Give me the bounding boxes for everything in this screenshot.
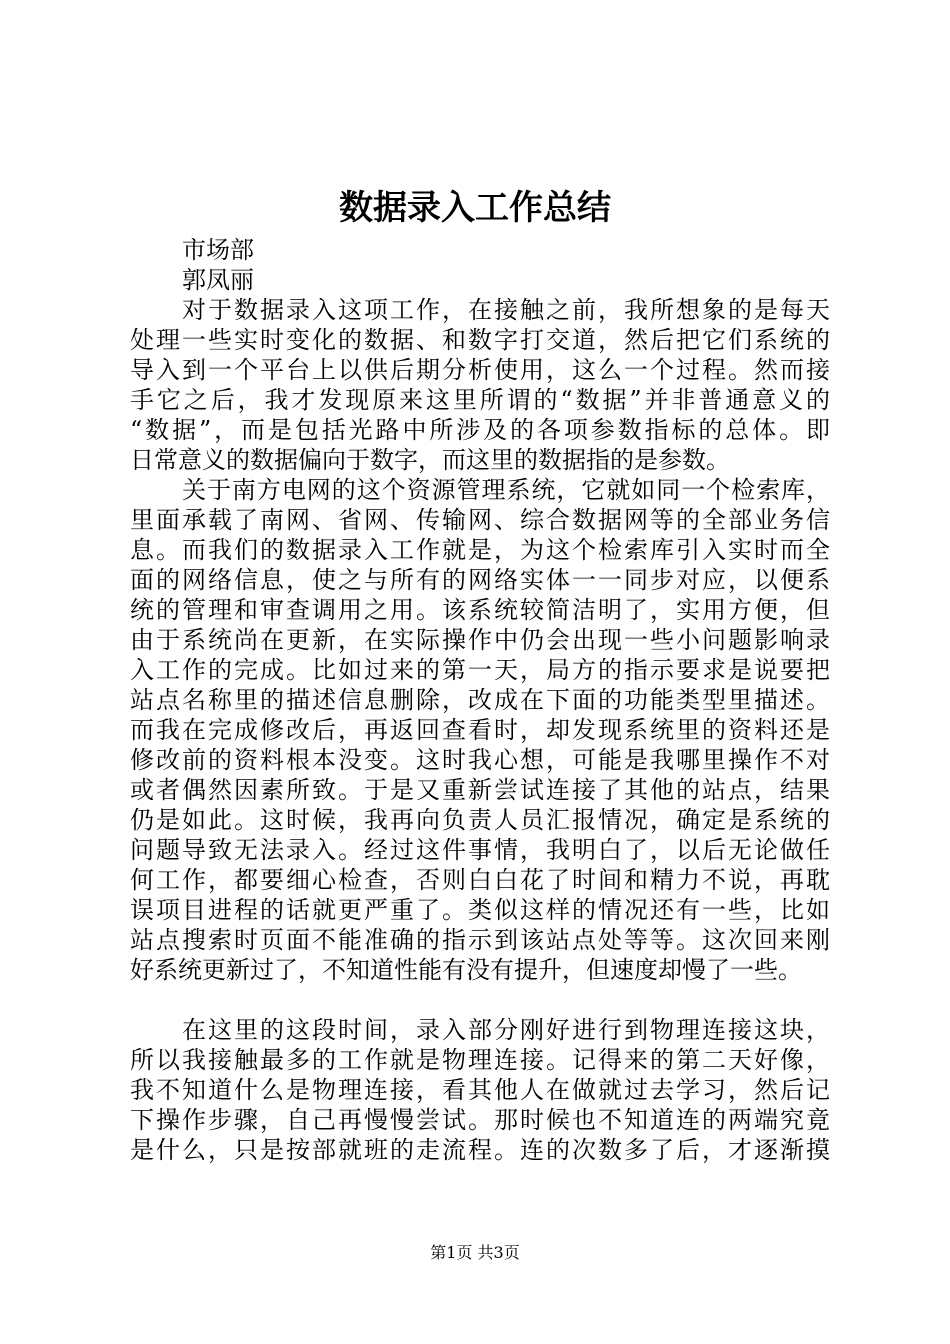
department-line: 市场部	[182, 236, 254, 264]
body-line: 或者偶然因素所致。于是又重新尝试连接了其他的站点，结果	[130, 776, 830, 804]
body-line: 误项目进程的话就更严重了。类似这样的情况还有一些，比如	[130, 896, 830, 924]
body-line: 在这里的这段时间，录入部分刚好进行到物理连接这块，	[182, 1016, 830, 1044]
body-line: 统的管理和审查调用之用。该系统较简洁明了，实用方便，但	[130, 596, 830, 624]
body-line: 好系统更新过了，不知道性能有没有提升，但速度却慢了一些。	[130, 956, 802, 984]
body-line: 修改前的资料根本没变。这时我心想，可能是我哪里操作不对	[130, 746, 830, 774]
body-line: 站点名称里的描述信息删除，改成在下面的功能类型里描述。	[130, 686, 830, 714]
body-line: 而我在完成修改后，再返回查看时，却发现系统里的资料还是	[130, 716, 830, 744]
document-body	[130, 235, 830, 1165]
page-title: 数据录入工作总结	[339, 188, 611, 228]
body-line: 入工作的完成。比如过来的第一天，局方的指示要求是说要把	[130, 656, 830, 684]
body-line: “数据”，而是包括光路中所涉及的各项参数指标的总体。即	[130, 416, 830, 444]
body-line: 问题导致无法录入。经过这件事情，我明白了，以后无论做任	[130, 836, 830, 864]
body-line: 所以我接触最多的工作就是物理连接。记得来的第二天好像，	[130, 1046, 830, 1074]
body-line: 何工作，都要细心检查，否则白白花了时间和精力不说，再耽	[130, 866, 830, 894]
body-line: 是什么，只是按部就班的走流程。连的次数多了后，才逐渐摸	[130, 1136, 830, 1164]
body-line: 关于南方电网的这个资源管理系统，它就如同一个检索库，	[182, 476, 830, 504]
body-line: 导入到一个平台上以供后期分析使用，这么一个过程。然而接	[130, 356, 830, 384]
body-line: 由于系统尚在更新，在实际操作中仍会出现一些小问题影响录	[130, 626, 830, 654]
body-line: 对于数据录入这项工作，在接触之前，我所想象的是每天	[182, 296, 830, 324]
body-line: 仍是如此。这时候，我再向负责人员汇报情况，确定是系统的	[130, 806, 830, 834]
author-line: 郭凤丽	[182, 266, 254, 294]
body-line: 我不知道什么是物理连接，看其他人在做就过去学习，然后记	[130, 1076, 830, 1104]
body-line: 息。而我们的数据录入工作就是，为这个检索库引入实时而全	[130, 536, 830, 564]
body-line: 站点搜索时页面不能准确的指示到该站点处等等。这次回来刚	[130, 926, 830, 954]
body-line: 面的网络信息，使之与所有的网络实体一一同步对应，以便系	[130, 566, 830, 594]
body-line: 日常意义的数据偏向于数字，而这里的数据指的是参数。	[130, 446, 730, 474]
body-line: 处理一些实时变化的数据、和数字打交道，然后把它们系统的	[130, 326, 830, 354]
page-number: 第1页 共3页	[430, 1243, 520, 1262]
paragraph-gap	[130, 985, 830, 1015]
body-line: 里面承载了南网、省网、传输网、综合数据网等的全部业务信	[130, 506, 830, 534]
body-line: 下操作步骤，自己再慢慢尝试。那时候也不知道连的两端究竟	[130, 1106, 830, 1134]
body-line: 手它之后，我才发现原来这里所谓的“数据”并非普通意义的	[130, 386, 830, 414]
